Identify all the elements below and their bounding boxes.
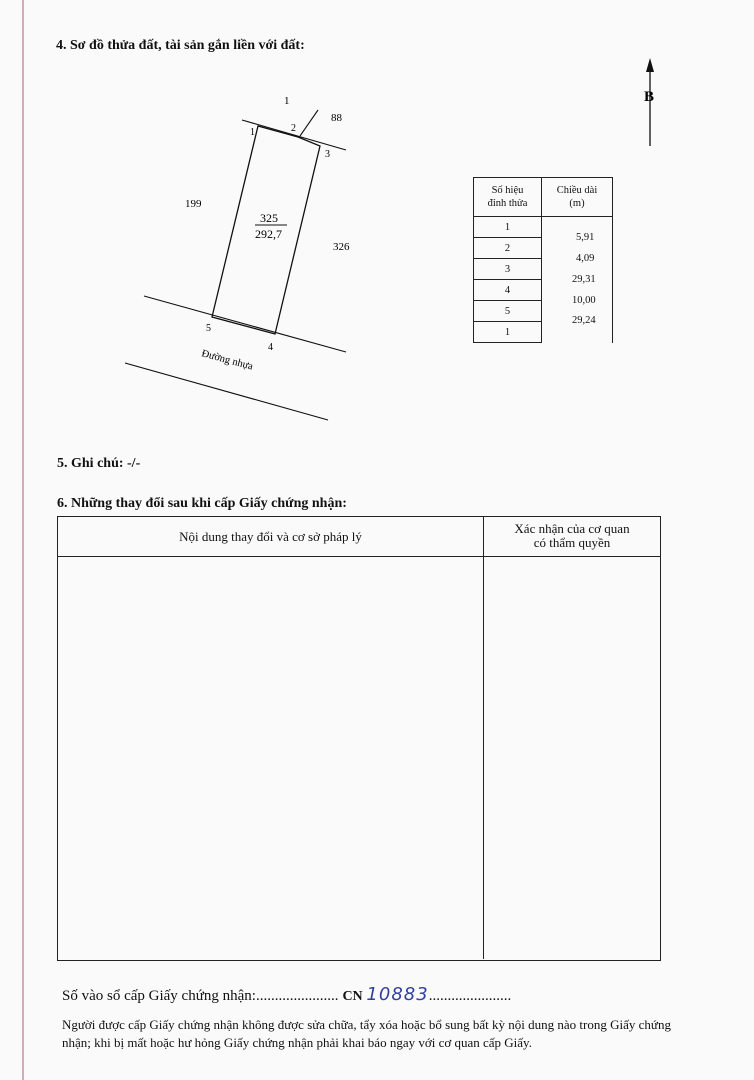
vertex-label-3: 3 <box>325 149 330 160</box>
vertex-cell: 5 <box>474 301 542 322</box>
neighbor-top-right: 88 <box>331 112 342 124</box>
parcel-map <box>0 0 754 440</box>
footer-note: Người được cấp Giấy chứng nhận không được sửa chữa, tẩy xóa hoặc bổ sung bất kỳ nội dung nào trong Giấy chứng nhận; khi bị mất hoặc hư hỏng Giấy chứng nhận phải khai báo ngay với cơ quan cấp Giấy. <box>62 1017 671 1050</box>
neighbor-top: 1 <box>284 95 290 107</box>
length-value: 4,09 <box>576 253 595 264</box>
parcel-number: 325 <box>260 211 278 225</box>
registration-prefix: CN <box>342 989 363 1004</box>
vertex-cell: 4 <box>474 280 542 301</box>
section4-title: 4. Sơ đồ thửa đất, tài sản gắn liền với đất: <box>56 38 305 53</box>
length-value: 5,91 <box>576 232 595 243</box>
vertex-cell: 3 <box>474 259 542 280</box>
road-edge-bottom <box>125 363 328 420</box>
changes-column-divider <box>483 557 484 959</box>
header-length: Chiều dài (m) <box>542 178 613 217</box>
vertex-label-2: 2 <box>291 123 296 134</box>
vertex-label-1: 1 <box>250 127 255 138</box>
changes-col2-header: Xác nhận của cơ quan có thẩm quyền <box>483 517 660 557</box>
neighbor-left: 199 <box>185 198 202 210</box>
changes-table <box>57 516 661 961</box>
vertex-cell: 1 <box>474 217 542 238</box>
registration-line: Số vào sổ cấp Giấy chứng nhận:...................... CN 10883...................... <box>62 984 512 1005</box>
vertex-cell: 2 <box>474 238 542 259</box>
boundary-top-right <box>300 110 318 136</box>
north-arrow-icon <box>644 58 654 146</box>
registration-label: Số vào sổ cấp Giấy chứng nhận: <box>62 988 256 1004</box>
parcel-area: 292,7 <box>255 227 282 241</box>
changes-col1-header: Nội dung thay đổi và cơ sở pháp lý <box>58 517 483 557</box>
north-label: B <box>644 89 655 105</box>
section6-title: 6. Những thay đổi sau khi cấp Giấy chứng nhận: <box>57 496 347 511</box>
header-vertex: Số hiệu đỉnh thửa <box>474 178 542 217</box>
vertex-cell: 1 <box>474 322 542 343</box>
vertex-label-5: 5 <box>206 323 211 334</box>
length-value: 10,00 <box>572 295 596 306</box>
road-label: Đường nhựa <box>200 348 255 373</box>
section5-title: 5. Ghi chú: -/- <box>57 456 141 471</box>
road-edge-top <box>144 296 346 352</box>
vertex-length-table <box>473 177 613 343</box>
neighbor-right: 326 <box>333 241 350 253</box>
registration-number: 10883 <box>366 984 429 1005</box>
vertex-label-4: 4 <box>268 342 273 353</box>
length-value: 29,24 <box>572 315 596 326</box>
length-value: 29,31 <box>572 274 596 285</box>
